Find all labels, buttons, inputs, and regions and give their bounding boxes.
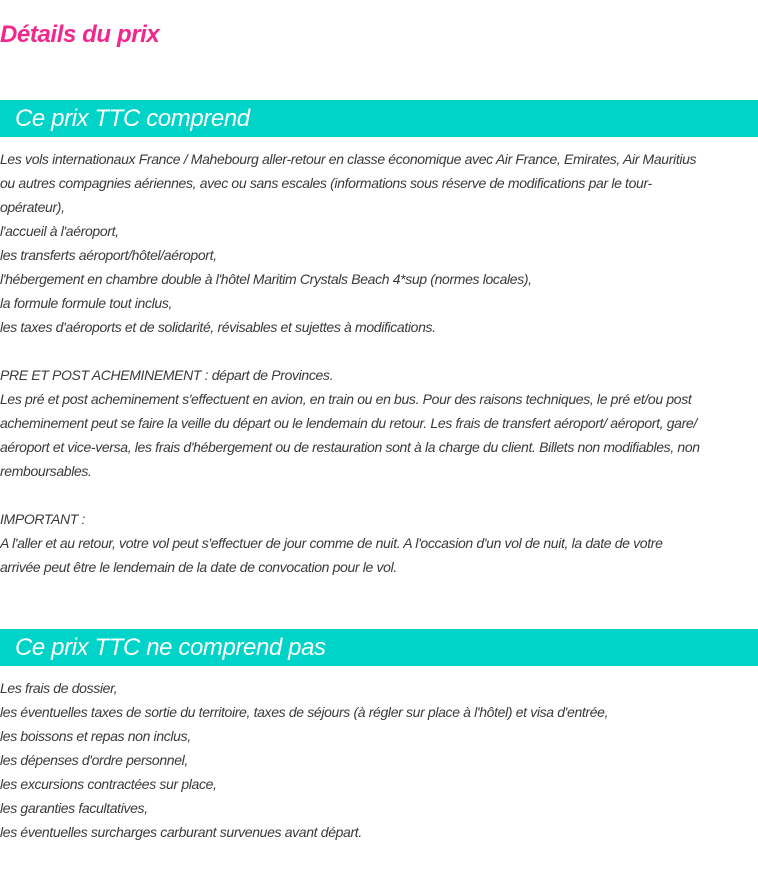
important-text-line: arrivée peut être le lendemain de la date de convocation pour le vol. [0, 559, 397, 575]
pre-post-text-line: aéroport et vice-versa, les frais d'hébergement ou de restauration sont à la charge du client. Billets non modifiables, non [0, 439, 700, 455]
page-title: Détails du prix [0, 21, 160, 48]
excludes-item: les dépenses d'ordre personnel, [0, 752, 188, 768]
excludes-item: les boissons et repas non inclus, [0, 728, 191, 744]
includes-item: l'accueil à l'aéroport, [0, 223, 119, 239]
excludes-item: les excursions contractées sur place, [0, 776, 217, 792]
important-heading: IMPORTANT : [0, 511, 86, 527]
excludes-item: les éventuelles taxes de sortie du territoire, taxes de séjours (à régler sur place à l'hôtel) et visa d'entrée, [0, 704, 609, 720]
excludes-item: les garanties facultatives, [0, 800, 148, 816]
excludes-item: Les frais de dossier, [0, 680, 118, 696]
important-notice-block [0, 507, 758, 579]
pre-post-text-line: remboursables. [0, 463, 92, 479]
important-text-line: A l'aller et au retour, votre vol peut s'effectuer de jour comme de nuit. A l'occasion d'un vol de nuit, la date de votre [0, 535, 663, 551]
excludes-item: les éventuelles surcharges carburant survenues avant départ. [0, 824, 362, 840]
includes-item: Les vols internationaux France / Mahebourg aller-retour en classe économique avec Air France, Emirates, Air Mauritius [0, 151, 697, 167]
includes-item: les transferts aéroport/hôtel/aéroport, [0, 247, 217, 263]
includes-item: ou autres compagnies aériennes, avec ou sans escales (informations sous réserve de modifications par le tour- [0, 175, 652, 191]
pre-post-text-line: Les pré et post acheminement s'effectuent en avion, en train ou en bus. Pour des raisons techniques, le pré et/ou post [0, 391, 692, 407]
includes-section-header: Ce prix TTC comprend [0, 100, 758, 137]
pre-post-heading: PRE ET POST ACHEMINEMENT : départ de Provinces. [0, 367, 334, 383]
includes-item: la formule formule tout inclus, [0, 295, 173, 311]
includes-item: les taxes d'aéroports et de solidarité, révisables et sujettes à modifications. [0, 319, 436, 335]
pre-post-acheminement-block [0, 363, 758, 483]
includes-item: opérateur), [0, 199, 65, 215]
includes-list [0, 147, 758, 339]
excludes-list [0, 676, 758, 844]
includes-item: l'hébergement en chambre double à l'hôtel Maritim Crystals Beach 4*sup (normes locales), [0, 271, 532, 287]
excludes-section-header: Ce prix TTC ne comprend pas [0, 629, 758, 666]
pre-post-text-line: acheminement peut se faire la veille du départ ou le lendemain du retour. Les frais de transfert aéroport/ aéroport, gare/ [0, 415, 697, 431]
